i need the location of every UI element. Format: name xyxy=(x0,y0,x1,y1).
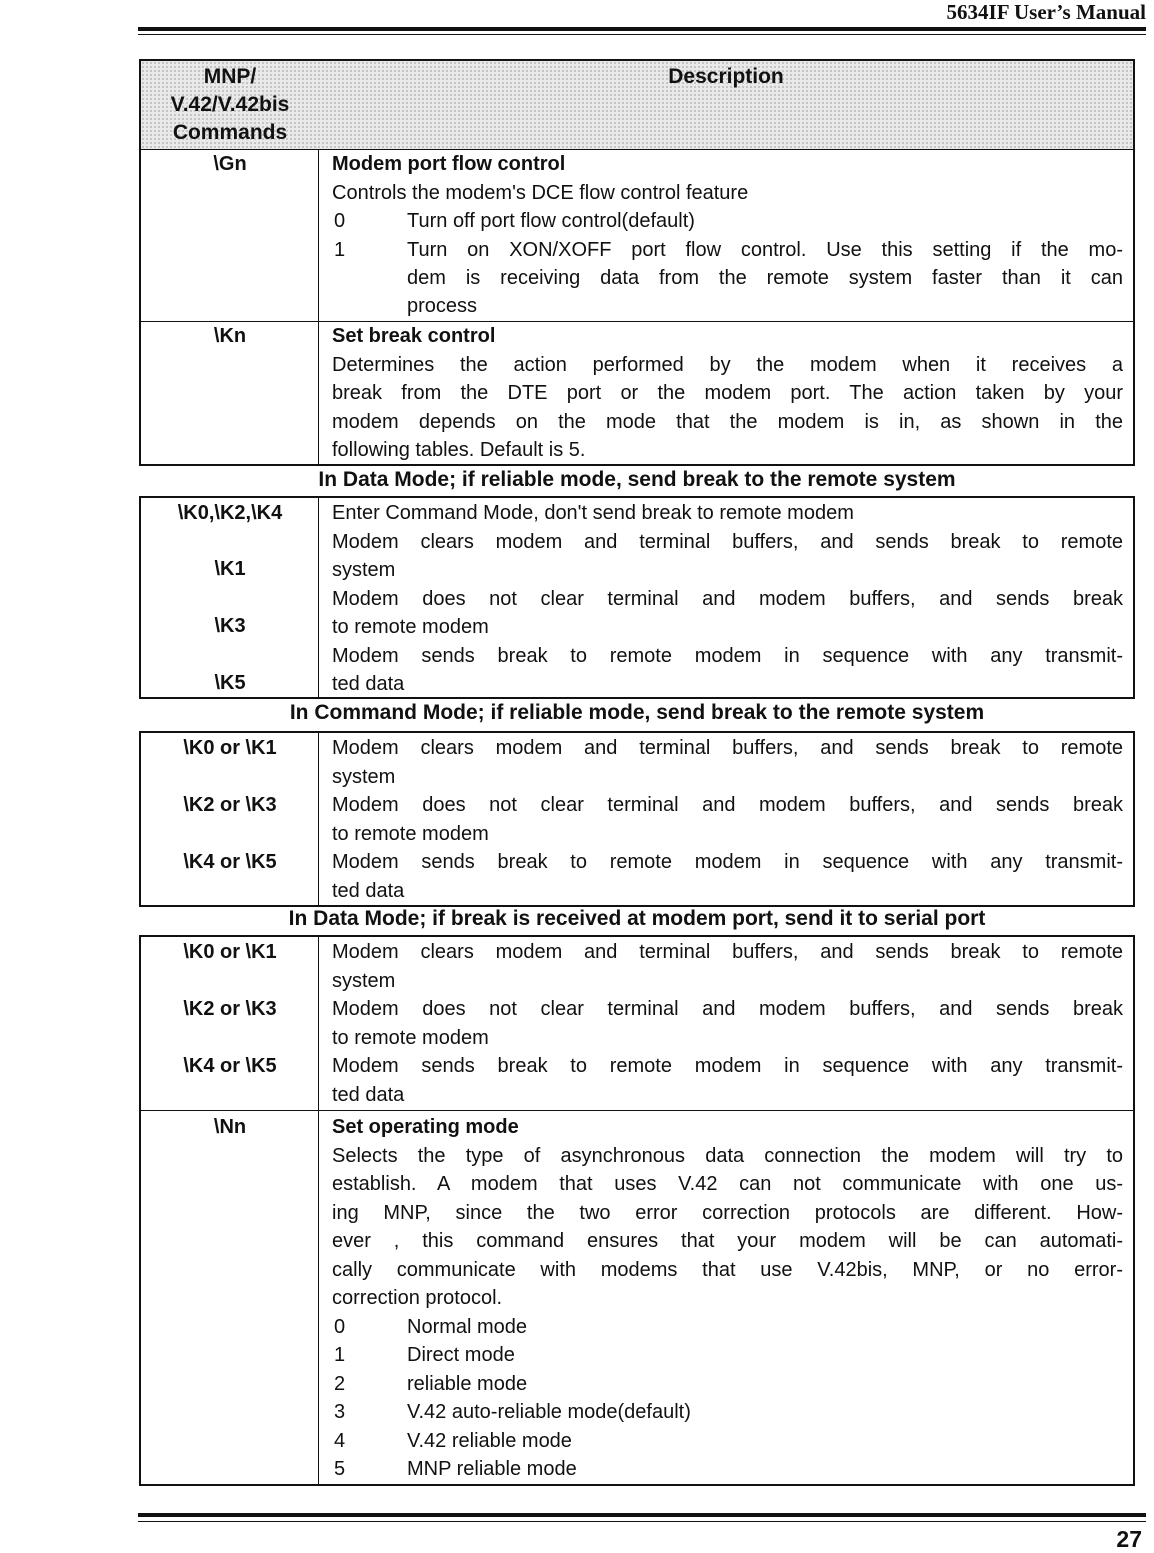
command-k2-or-k3-port: \K2 or \K3 xyxy=(183,998,277,1020)
gn-option-0: 0 Turn off port flow control(default) xyxy=(334,210,695,232)
command-gn: \Gn xyxy=(213,153,247,175)
gn-desc: Controls the modem's DCE flow control feature xyxy=(332,181,749,204)
break-table-modem-port-text: Modem clears modem and terminal buffers, and sends break to remote system Modem does not clear terminal and modem buffers, and sends break to remote modem Modem sends break to remote modem in sequence with any transmit- ted data xyxy=(332,941,1123,1106)
nn-option-3: 3 V.42 auto-reliable mode(default) xyxy=(334,1401,691,1423)
row-nn xyxy=(141,1110,1133,1484)
row-kn xyxy=(141,321,1133,464)
description-gn xyxy=(332,150,1123,319)
break-table-command-mode xyxy=(139,731,1135,907)
gn-title: Modem port flow control xyxy=(332,153,566,175)
row-break-received xyxy=(141,937,1133,1110)
header-description-label: Description xyxy=(668,65,784,88)
nn-option-2: 2 reliable mode xyxy=(334,1372,528,1395)
command-k0-or-k1: \K0 or \K1 xyxy=(183,737,277,759)
description-kn: Set break control Determines the action performed by the modem when it receives a break from the DTE port or the modem port. The action taken by your modem depends on the mode that the modem is in, as shown in the following tables. Default is 5. xyxy=(332,322,1123,465)
kn-title: Set break control xyxy=(332,325,496,347)
caption-command-mode-reliable: In Command Mode; if reliable mode, send break to the remote system xyxy=(289,701,985,724)
break-table-data-mode-text: Enter Command Mode, don't send break to remote modem Modem clears modem and terminal buffers, and sends break to remote system Modem does not clear terminal and modem buffers, and sends break to remote modem Modem sends break to remote modem in sequence with any transmit- ted data xyxy=(332,502,1123,695)
footer-rule-thin xyxy=(138,1521,1146,1522)
nn-title: Set operating mode xyxy=(332,1116,519,1138)
command-k1: \K1 xyxy=(214,558,246,580)
command-kn: \Kn xyxy=(213,325,247,347)
command-k2-or-k3: \K2 or \K3 xyxy=(183,794,277,816)
footer-rule-thick xyxy=(138,1513,1146,1517)
header-rule-thick xyxy=(138,27,1146,31)
caption-data-mode-reliable: In Data Mode; if reliable mode, send break to the remote system xyxy=(318,468,956,491)
table-header-row xyxy=(141,61,1133,149)
break-table-data-mode xyxy=(139,496,1135,699)
header-rule-thin xyxy=(138,34,1146,35)
gn-option-1: 1 Turn on XON/XOFF port flow control. Use this setting if the mo- dem is receiving data from the remote system faster than it can process xyxy=(334,238,1123,317)
command-k4-or-k5: \K4 or \K5 xyxy=(183,851,277,873)
row-gn xyxy=(141,149,1133,321)
break-table-command-mode-text: Modem clears modem and terminal buffers, and sends break to remote system Modem does not clear terminal and modem buffers, and sends break to remote modem Modem sends break to remote modem in sequence with any transmit- ted data xyxy=(332,737,1123,902)
nn-option-1: 1 Direct mode xyxy=(334,1344,515,1366)
nn-option-0: 0 Normal mode xyxy=(334,1315,528,1338)
command-nn: \Nn xyxy=(213,1116,247,1138)
command-k3: \K3 xyxy=(214,615,246,637)
command-table-main xyxy=(139,59,1135,466)
header-commands-label: MNP/ V.42/V.42bis Commands xyxy=(170,65,290,144)
break-table-modem-port xyxy=(139,935,1135,1486)
nn-option-5: 5 MNP reliable mode xyxy=(334,1458,577,1480)
caption-data-mode-modem-port: In Data Mode; if break is received at modem port, send it to serial port xyxy=(288,907,986,930)
command-k4-or-k5-port: \K4 or \K5 xyxy=(183,1055,277,1077)
nn-option-4: 4 V.42 reliable mode xyxy=(334,1429,572,1452)
page-number: 27 xyxy=(1116,1526,1142,1552)
command-k0-k2-k4: \K0,\K2,\K4 xyxy=(177,502,283,524)
description-nn: Set operating mode Selects the type of asynchronous data connection the modem will try to establish. A modem that uses V.42 can not communicate with one us- ing MNP, since the two error correction protocols are different. How- ever , this command ensures that your modem will be can automati- cally communicate with modems that use V.42bis, MNP, or no error- correction protocol. 0 Normal mode 1 Direct mode 2 reliable mode 3 V.42 auto-reliable mode(default) 4 V.42 reliable mode 5 MNP reliable mode xyxy=(332,1113,1123,1484)
command-k5: \K5 xyxy=(214,672,246,694)
running-header-title: 5634IF User’s Manual xyxy=(946,0,1146,24)
command-k0-or-k1-port: \K0 or \K1 xyxy=(183,941,277,963)
